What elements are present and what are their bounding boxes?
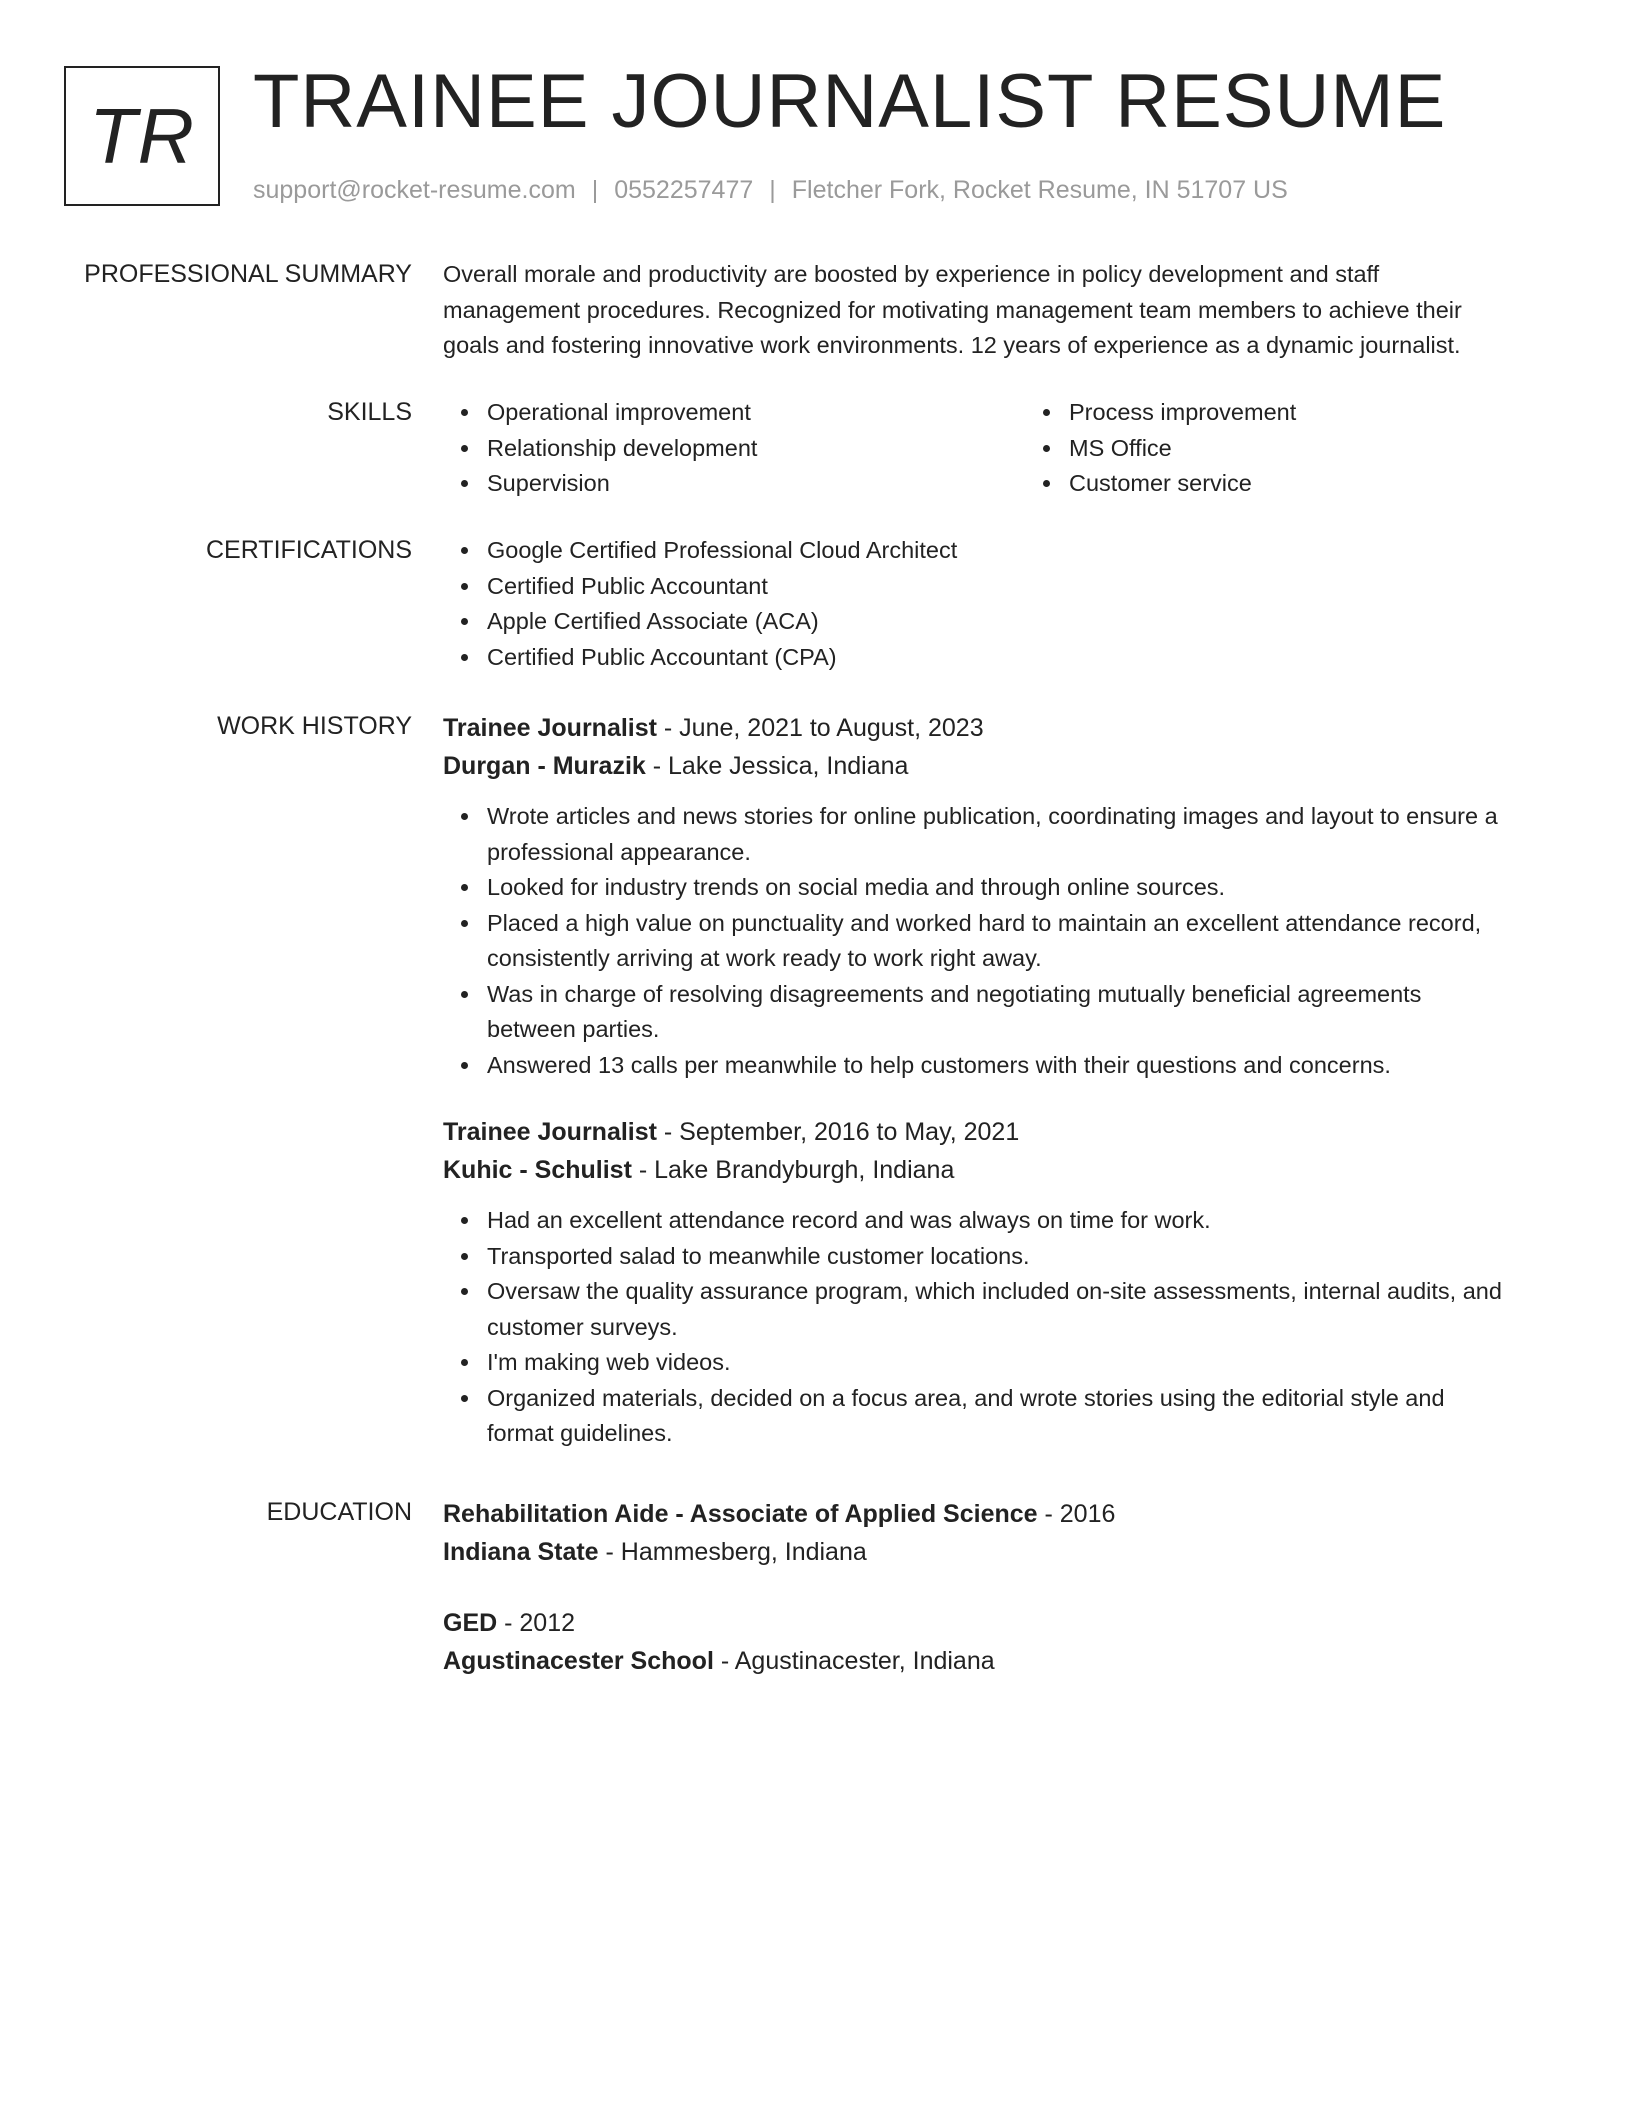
- education-school-line: [443, 1642, 1563, 1680]
- job-bullets: [443, 1203, 1563, 1452]
- skill-item: Process improvement: [1069, 395, 1563, 431]
- job-entry: [443, 1113, 1563, 1452]
- job-company-line: [443, 747, 1563, 785]
- work-history-body: [443, 709, 1563, 1452]
- certification-item: Google Certified Professional Cloud Architect: [487, 533, 1563, 569]
- job-bullet: Answered 13 calls per meanwhile to help customers with their questions and concerns.: [487, 1048, 1563, 1084]
- education-body: [443, 1495, 1563, 1680]
- job-bullet: I'm making web videos.: [487, 1345, 1563, 1381]
- summary-body: [443, 257, 1563, 364]
- job-bullet: Oversaw the quality assurance program, which included on-site assessments, internal audits, and customer surveys.: [487, 1274, 1563, 1345]
- section-label-education: EDUCATION: [266, 1498, 412, 1526]
- contact-separator: |: [591, 176, 599, 204]
- skill-item: MS Office: [1069, 431, 1563, 467]
- job-company: Kuhic - Schulist: [443, 1156, 632, 1184]
- section-label-summary: PROFESSIONAL SUMMARY: [84, 260, 412, 288]
- certification-item: Certified Public Accountant: [487, 569, 1563, 605]
- job-location: - Lake Brandyburgh, Indiana: [631, 1156, 955, 1184]
- skill-item: Operational improvement: [487, 395, 981, 431]
- contact-email: support@rocket-resume.com: [253, 176, 576, 204]
- job-bullet: Had an excellent attendance record and was always on time for work.: [487, 1203, 1563, 1239]
- section-label-work-history: WORK HISTORY: [217, 712, 412, 740]
- certification-item: Apple Certified Associate (ACA): [487, 604, 1563, 640]
- job-bullet: Placed a high value on punctuality and worked hard to maintain an excellent attendance record, consistently arriving at work ready to work right away.: [487, 906, 1563, 977]
- contact-address: Fletcher Fork, Rocket Resume, IN 51707 US: [791, 176, 1288, 204]
- job-bullet: Transported salad to meanwhile customer locations.: [487, 1239, 1563, 1275]
- job-bullet: Organized materials, decided on a focus area, and wrote stories using the editorial style and format guidelines.: [487, 1381, 1563, 1452]
- contact-separator: |: [769, 176, 776, 204]
- certification-item: Certified Public Accountant (CPA): [487, 640, 1563, 676]
- section-label-skills: SKILLS: [327, 398, 412, 426]
- education-school-line: [443, 1533, 1563, 1571]
- skill-item: Relationship development: [487, 431, 981, 467]
- summary-line: goals and fostering innovative work environments. 12 years of experience as a dynamic journalist.: [443, 332, 1461, 358]
- summary-line: Overall morale and productivity are boosted by experience in policy development and staff: [443, 261, 1380, 287]
- monogram-initials: TR: [89, 91, 195, 180]
- education-school: Indiana State: [443, 1538, 599, 1566]
- education-year: - 2016: [1037, 1500, 1116, 1528]
- section-label-certifications: CERTIFICATIONS: [205, 536, 412, 564]
- certifications-body: [443, 533, 1563, 675]
- monogram-box: [64, 66, 220, 206]
- job-bullets: [443, 799, 1563, 1083]
- education-degree: Rehabilitation Aide - Associate of Applied Science: [443, 1500, 1038, 1528]
- job-bullet: Looked for industry trends on social media and through online sources.: [487, 870, 1563, 906]
- job-entry: [443, 709, 1563, 1083]
- skills-list-right: [1025, 395, 1563, 502]
- job-dates: - June, 2021 to August, 2023: [656, 714, 984, 742]
- contact-phone: 0552257477: [614, 176, 754, 204]
- job-location: - Lake Jessica, Indiana: [645, 752, 909, 780]
- education-school: Agustinacester School: [443, 1647, 714, 1675]
- job-bullet: Wrote articles and news stories for online publication, coordinating images and layout to ensure a professional appearance.: [487, 799, 1563, 870]
- education-degree-line: [443, 1495, 1563, 1533]
- job-title-line: [443, 1113, 1563, 1151]
- job-company-line: [443, 1151, 1563, 1189]
- education-entry: [443, 1495, 1563, 1571]
- skill-item: Supervision: [487, 466, 981, 502]
- education-location: - Agustinacester, Indiana: [713, 1647, 995, 1675]
- job-company: Durgan - Murazik: [443, 752, 646, 780]
- job-bullet: Was in charge of resolving disagreements and negotiating mutually beneficial agreements between parties.: [487, 977, 1563, 1048]
- skill-item: Customer service: [1069, 466, 1563, 502]
- job-dates: - September, 2016 to May, 2021: [656, 1118, 1020, 1146]
- skills-list-left: [443, 395, 981, 502]
- resume-title: TRAINEE JOURNALIST RESUME: [253, 59, 1447, 144]
- education-entry: [443, 1604, 1563, 1680]
- contact-line: [253, 174, 1288, 206]
- certifications-list: [443, 533, 1563, 675]
- skills-body: [443, 395, 1563, 502]
- job-title: Trainee Journalist: [443, 714, 657, 742]
- education-year: - 2012: [497, 1609, 576, 1637]
- education-degree: GED: [443, 1609, 498, 1637]
- summary-line: management procedures. Recognized for motivating management team members to achieve their: [443, 296, 1462, 323]
- education-degree-line: [443, 1604, 1563, 1642]
- job-title: Trainee Journalist: [443, 1118, 657, 1146]
- education-location: - Hammesberg, Indiana: [598, 1538, 867, 1566]
- job-title-line: [443, 709, 1563, 747]
